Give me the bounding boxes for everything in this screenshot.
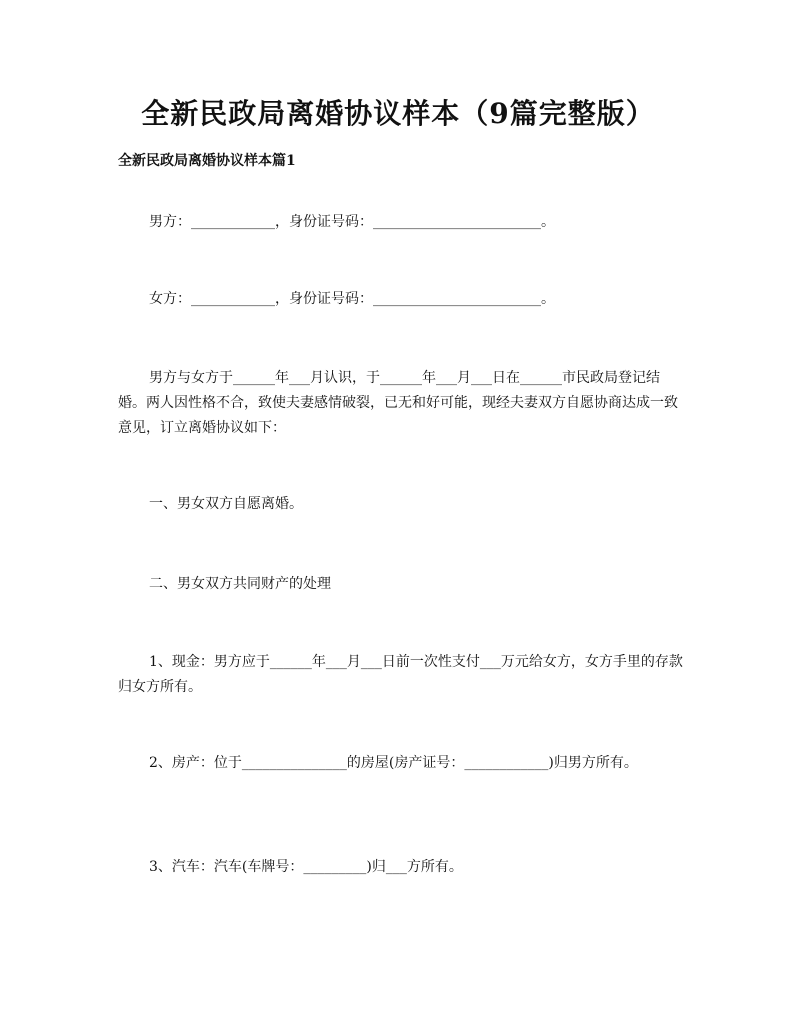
cash-clause-paragraph: 1、现金：男方应于______年___月___日前一次性支付___万元给女方，女方手里的存款归女方所有。	[118, 654, 683, 695]
intro-paragraph: 男方与女方于______年___月认识，于______年___月___日在______市民政局登记结婚。两人因性格不合，致使夫妻感情破裂，已无和好可能，现经夫妻双方自愿协商达成一致意见，订立离婚协议如下：	[118, 370, 678, 436]
male-party-paragraph: 男方：____________，身份证号码：________________________。	[149, 214, 555, 230]
clause-divorce-paragraph: 一、男女双方自愿离婚。	[149, 496, 303, 512]
car-clause-paragraph: 3、汽车：汽车(车牌号：_________)归___方所有。	[149, 859, 463, 875]
section-heading: 全新民政局离婚协议样本篇1	[118, 153, 296, 169]
clause-property-paragraph: 二、男女双方共同财产的处理	[149, 576, 331, 592]
female-party-paragraph: 女方：____________，身份证号码：________________________。	[149, 291, 555, 307]
document-title: 全新民政局离婚协议样本（9篇完整版）	[141, 97, 655, 130]
house-clause-paragraph: 2、房产：位于_______________的房屋(房产证号：____________)归男方所有。	[149, 755, 638, 771]
